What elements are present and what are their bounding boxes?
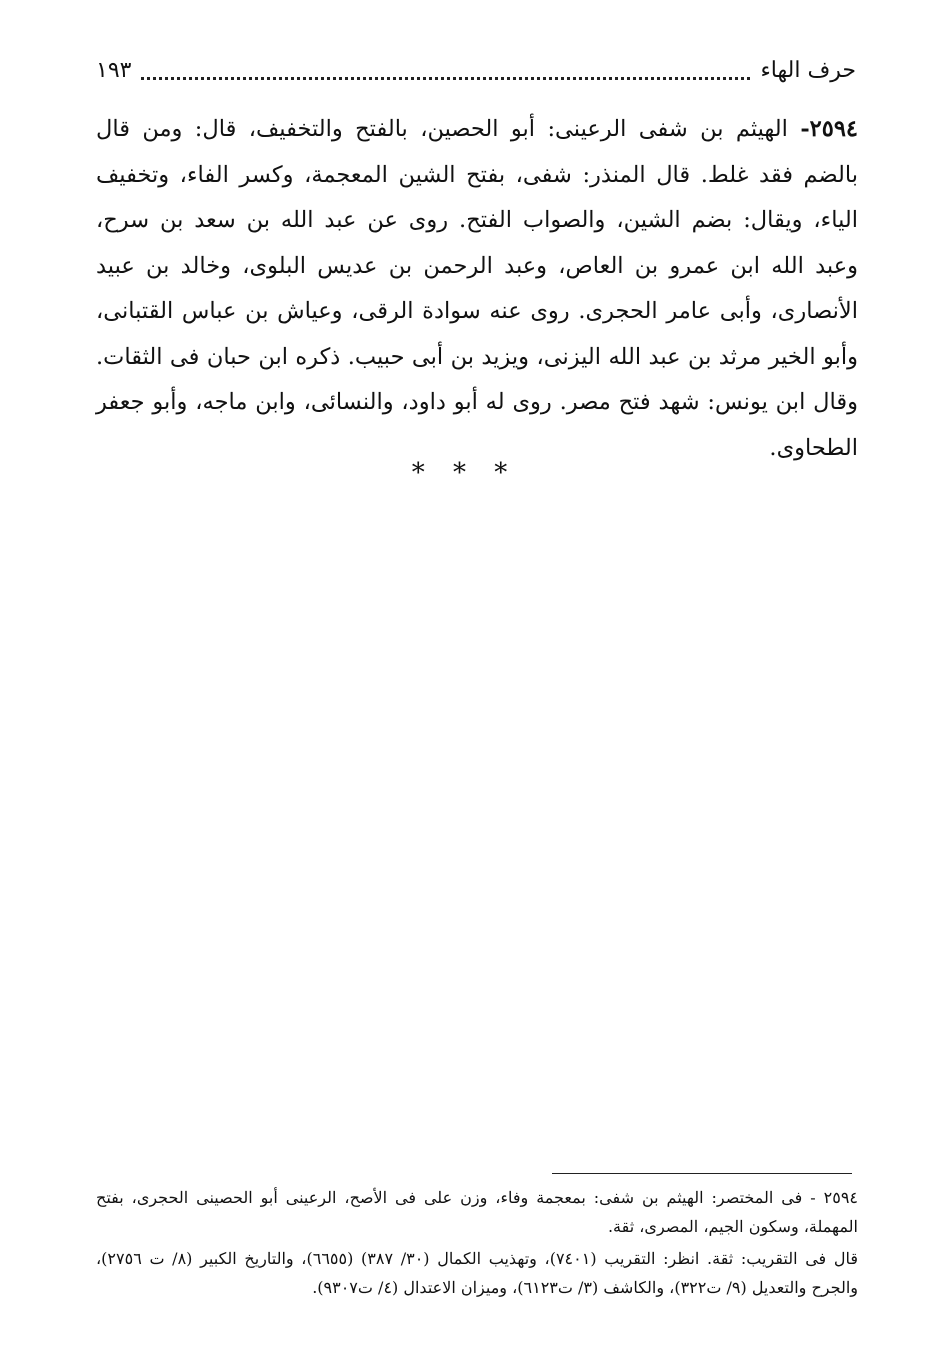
page-number: ١٩٣: [96, 57, 132, 83]
biography-entry: [96, 107, 858, 471]
entry-text: الهيثم بن شفى الرعينى: أبو الحصين، بالفتح والتخفيف، قال: ومن قال بالضم فقد غلط. قال المنذر: شفى، بفتح الشين المعجمة، وكسر الفاء، وتخفيف الياء، ويقال: بضم الشين، والصواب الفتح. روى عن عبد الله بن سعد بن سرح، وعبد الله ابن عمرو بن العاص، وعبد الرحمن بن عديس البلوى، وخالد بن عبيد الأنصارى، وأبى عامر الحجرى. روى عنه سوادة الرقى، وعياش بن عباس القتبانى، وأبو الخير مرثد بن عبد الله اليزنى، ويزيد بن أبى حبيب. ذكره ابن حبان فى الثقات. وقال ابن يونس: شهد فتح مصر. روى له أبو داود، والنسائى، وابن ماجه، وأبو جعفر الطحاوى.: [96, 116, 858, 461]
footnote-paragraph: ٢٥٩٤ - فى المختصر: الهيثم بن شفى: بمعجمة وفاء، وزن على فى الأصح، الرعينى أبو الحصينى الحجرى، بفتح المهملة، وسكون الجيم، المصرى، ثقة.: [96, 1188, 858, 1236]
running-header: [96, 50, 856, 90]
footnote-paragraph: قال فى التقريب: ثقة. انظر: التقريب (٧٤٠١)، وتهذيب الكمال (٣٠/ ٣٨٧) (٦٦٥٥)، والتاريخ الكبير (٨/ ت ٢٧٥٦)، والجرح والتعديل (٩/ ت٣٢٢)، والكاشف (٣/ ت٦١٢٣)، وميزان الاعتدال (٤/ ت٩٣٠٧).: [96, 1249, 859, 1297]
chapter-title: حرف الهاء: [760, 57, 856, 83]
footnote-divider: [552, 1173, 852, 1174]
entry-number: ٢٥٩٤-: [800, 116, 858, 142]
dotted-leader: [141, 77, 750, 80]
footnotes: [96, 1184, 858, 1302]
section-separator: * * *: [411, 458, 518, 488]
